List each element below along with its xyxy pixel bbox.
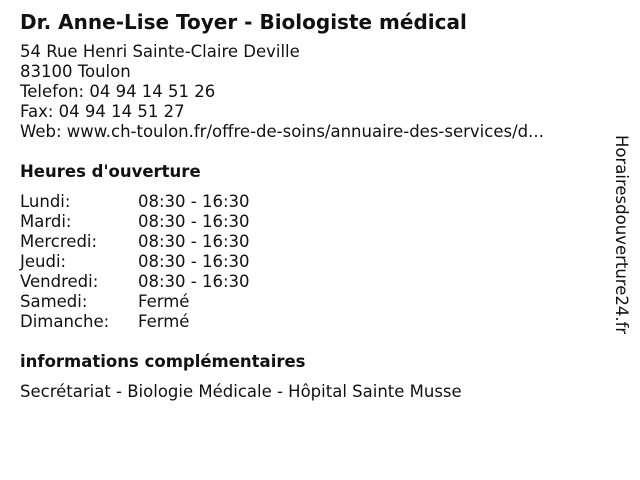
- hours-value: Fermé: [138, 312, 190, 331]
- hours-value: 08:30 - 16:30: [138, 232, 250, 251]
- hours-row-saturday: [20, 292, 600, 312]
- hours-row-thursday: [20, 252, 600, 272]
- additional-info-text: Secrétariat - Biologie Médicale - Hôpital Sainte Musse: [20, 382, 462, 401]
- phone-line: Telefon: 04 94 14 51 26: [20, 82, 216, 101]
- hours-value: 08:30 - 16:30: [138, 212, 250, 231]
- hours-value: 08:30 - 16:30: [138, 252, 250, 271]
- hours-value: 08:30 - 16:30: [138, 272, 250, 291]
- business-card: [20, 8, 600, 402]
- fax-line: Fax: 04 94 14 51 27: [20, 102, 185, 121]
- day-label: Dimanche:: [20, 312, 110, 331]
- hours-value: 08:30 - 16:30: [138, 192, 250, 211]
- business-title: Dr. Anne-Lise Toyer - Biologiste médical: [20, 10, 467, 34]
- brand-text: Horairesdouverture24.fr: [612, 135, 631, 335]
- opening-hours-title: Heures d'ouverture: [20, 162, 201, 181]
- day-label: Lundi:: [20, 192, 71, 211]
- day-label: Mercredi:: [20, 232, 98, 251]
- day-label: Mardi:: [20, 212, 72, 231]
- contact-block: [20, 42, 600, 142]
- additional-info-title: informations complémentaires: [20, 352, 306, 371]
- street-address: 54 Rue Henri Sainte-Claire Deville: [20, 42, 300, 61]
- hours-value: Fermé: [138, 292, 190, 311]
- day-label: Samedi:: [20, 292, 88, 311]
- opening-hours-table: [20, 192, 600, 332]
- day-label: Vendredi:: [20, 272, 99, 291]
- hours-row-friday: [20, 272, 600, 292]
- hours-row-tuesday: [20, 212, 600, 232]
- city-address: 83100 Toulon: [20, 62, 131, 81]
- website-link[interactable]: Web: www.ch-toulon.fr/offre-de-soins/annuaire-des-services/d...: [20, 122, 544, 141]
- hours-row-monday: [20, 192, 600, 212]
- hours-row-wednesday: [20, 232, 600, 252]
- site-brand-watermark: [606, 135, 636, 375]
- hours-row-sunday: [20, 312, 600, 332]
- day-label: Jeudi:: [20, 252, 67, 271]
